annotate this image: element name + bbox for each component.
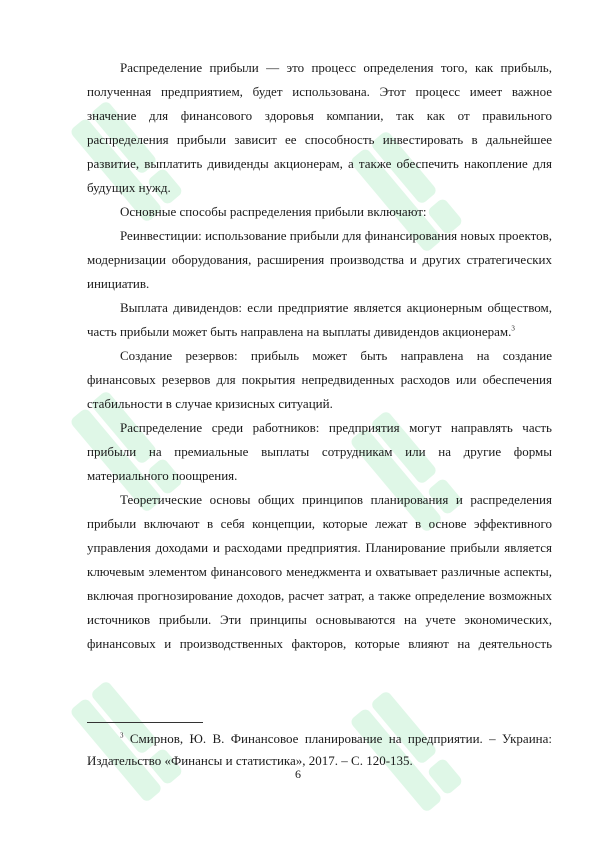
paragraph-dividends	[87, 296, 552, 344]
paragraph-employees: Распределение среди работников: предприятия могут направлять часть прибыли на премиальные выплаты сотрудникам или на другие формы материального поощрения.	[87, 420, 552, 483]
page-number: 6	[295, 767, 301, 781]
footnote-reference: 3	[511, 324, 515, 333]
main-text	[87, 56, 552, 656]
paragraph-definition: Распределение прибыли — это процесс определения того, как прибыль, полученная предприятием, будет использована. Этот процесс имеет важное значение для финансового здоровья компании, так как от правильного распределения прибыли зависит ее способность инвестировать в дальнейшее развитие, выплатить дивиденды акционерам, а также обеспечить накопление для будущих нужд.	[87, 60, 552, 195]
footnote-text: Смирнов, Ю. В. Финансовое планирование на предприятии. – Украина: Издательство «Финансы и статистика», 2017. – С. 120-135.	[87, 731, 552, 768]
paragraph-methods-intro: Основные способы распределения прибыли включают:	[120, 204, 427, 219]
paragraph-theory: Теоретические основы общих принципов планирования и распределения прибыли включают в себя концепции, которые лежат в основе эффективного управления доходами и расходами предприятия. Планирование прибыли является ключевым элементом финансового менеджмента и охватывает различные аспекты, включая прогнозирование доходов, расчет затрат, а также определение возможных источников прибыли. Эти принципы основываются на учете экономических, финансовых и производственных факторов, которые влияют на деятельность	[87, 492, 552, 651]
footnote	[87, 728, 552, 772]
footnote-text-block	[87, 728, 552, 772]
footnote-separator	[87, 722, 203, 723]
paragraph-dividends-text: Выплата дивидендов: если предприятие является акционерным обществом, часть прибыли может быть направлена на выплаты дивидендов акционерам.	[87, 300, 552, 339]
footnote-mark: 3	[120, 731, 124, 740]
paragraph-reserves: Создание резервов: прибыль может быть направлена на создание финансовых резервов для покрытия непредвиденных расходов или обеспечения стабильности в случае кризисных ситуаций.	[87, 348, 552, 411]
paragraph-reinvestment: Реинвестиции: использование прибыли для финансирования новых проектов, модернизации оборудования, расширения производства и других стратегических инициатив.	[87, 228, 552, 291]
